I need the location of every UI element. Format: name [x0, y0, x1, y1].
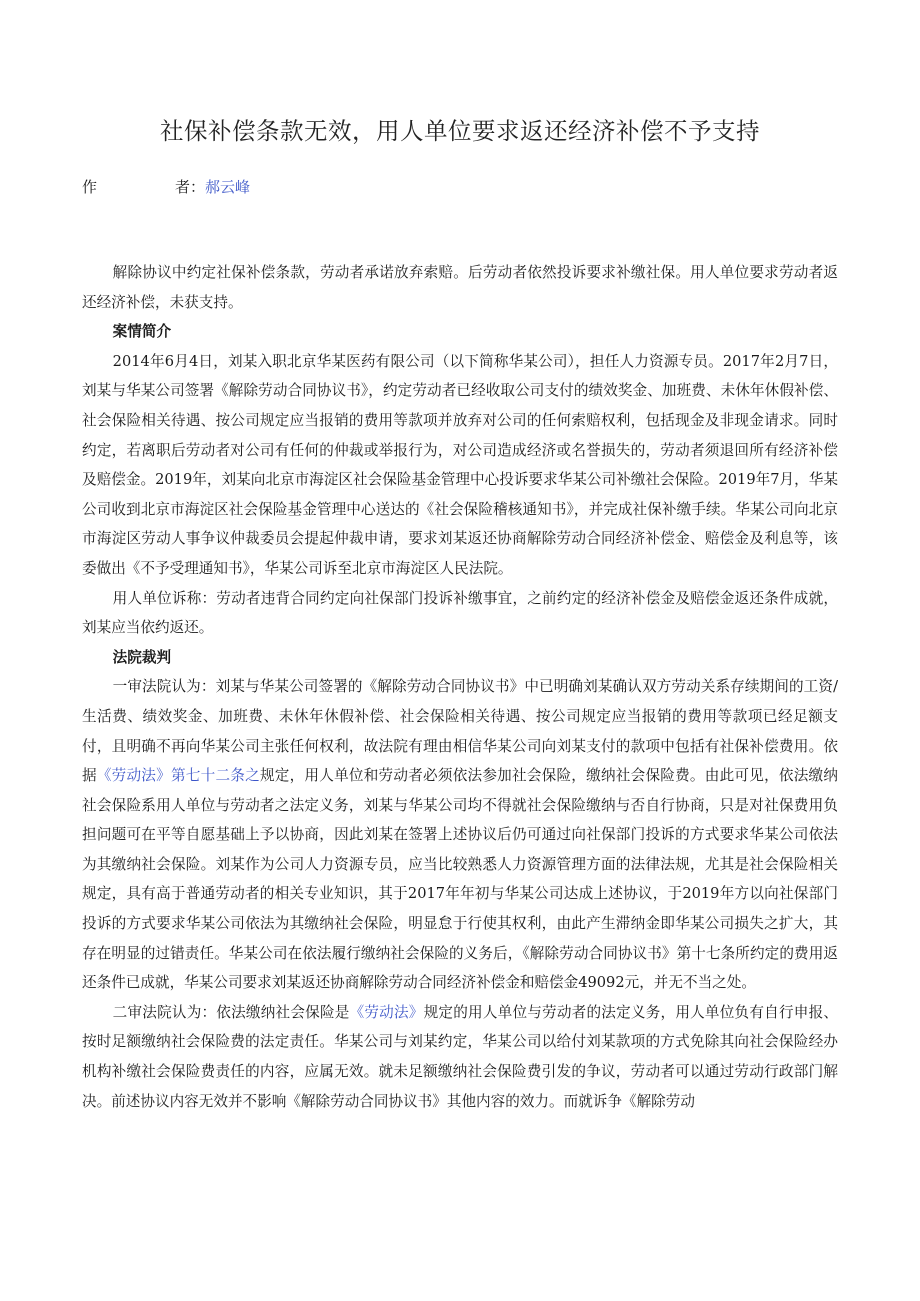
labor-law-article-72-link[interactable]: 《劳动法》第七十二条之 — [96, 767, 260, 785]
court-paragraph-1 — [82, 672, 838, 998]
summary-paragraph: 解除协议中约定社保补偿条款，劳动者承诺放弃索赔。后劳动者依然投诉要求补缴社保。用人单位要求劳动者返还经济补偿，未获支持。 — [82, 264, 838, 311]
court-heading: 法院裁判 — [112, 648, 172, 666]
case-paragraph-2: 用人单位诉称：劳动者违背合同约定向社保部门投诉补缴事宜，之前约定的经济补偿金及赔偿金返还条件成就，刘某应当依约返还。 — [82, 589, 838, 637]
court-p2-text-a: 二审法院认为：依法缴纳社会保险是 — [112, 1003, 350, 1021]
case-heading: 案情简介 — [112, 323, 172, 341]
court-p2-text-b: 规定的用人单位与劳动者的法定义务，用人单位负有自行申报、按时足额缴纳社会保险费的法定责任。华某公司与刘某约定，华某公司以给付刘某款项的方式免除其向社会保险经办机构补缴社会保险费责任的内容，应属无效。就未足额缴纳社会保险费引发的争议，劳动者可以通过劳动行政部门解决。前述协议内容无效并不影响《解除劳动合同协议书》其他内容的效力。而就诉争《解除劳动 — [82, 1003, 838, 1110]
court-p1-text-b: 规定，用人单位和劳动者必须依法参加社会保险，缴纳社会保险费。由此可见，依法缴纳社会保险系用人单位与劳动者之法定义务，刘某与华某公司均不得就社会保险缴纳与否自行协商，只是对社保费用负担问题可在平等自愿基础上予以协商，因此刘某在签署上述协议后仍可通过向社保部门投诉的方式要求华某公司依法为其缴纳社会保险。刘某作为公司人力资源专员，应当比较熟悉人力资源管理方面的法律法规，尤其是社会保险相关规定，具有高于普通劳动者的相关专业知识，其于2017年年初与华某公司达成上述协议，于2019年方以向社保部门投诉的方式要求华某公司依法为其缴纳社会保险，明显怠于行使其权利，由此产生滞纳金即华某公司损失之扩大，其存在明显的过错责任。华某公司在依法履行缴纳社会保险的义务后，《解除劳动合同协议书》第十七条所约定的费用返还条件已成就，华某公司要求刘某返还协商解除劳动合同经济补偿金和赔偿金49092元，并无不当之处。 — [82, 767, 838, 992]
court-paragraph-2 — [82, 998, 838, 1116]
court-p1-text-a: 一审法院认为：刘某与华某公司签署的《解除劳动合同协议书》中已明确刘某确认双方劳动关系存续期间的工资/生活费、绩效奖金、加班费、未休年休假补偿、社会保险相关待遇、按公司规定应当报销的费用等款项已经足额支付，且明确不再向华某公司主张任何权利，故法院有理由相信华某公司向刘某支付的款项中包括有社保补偿费用。依据 — [82, 678, 838, 785]
author-label-a: 作 — [82, 178, 98, 196]
case-paragraph-1: 2014年6月4日，刘某入职北京华某医药有限公司（以下简称华某公司），担任人力资源专员。2017年2月7日，刘某与华某公司签署《解除劳动合同协议书》，约定劳动者已经收取公司支付的绩效奖金、加班费、未休年休假补偿、社会保险相关待遇、按公司规定应当报销的费用等款项并放弃对公司的任何索赔权利，包括现金及非现金请求。同时约定，若离职后劳动者对公司有任何的仲裁或举报行为，对公司造成经济或名誉损失的，劳动者须退回所有经济补偿及赔偿金。2019年，刘某向北京市海淀区社会保险基金管理中心投诉要求华某公司补缴社会保险。2019年7月，华某公司收到北京市海淀区社会保险基金管理中心送达的《社会保险稽核通知书》，并完成社保补缴手续。华某公司向北京市海淀区劳动人事争议仲裁委员会提起仲裁申请，要求刘某返还协商解除劳动合同经济补偿金、赔偿金及利息等，该委做出《不予受理通知书》，华某公司诉至北京市海淀区人民法院。 — [82, 352, 838, 577]
author-line — [82, 176, 250, 197]
labor-law-link[interactable]: 《劳动法》 — [349, 1003, 424, 1021]
author-label-b: 者： — [175, 178, 206, 196]
author-name-link[interactable]: 郝云峰 — [205, 178, 251, 196]
page-title: 社保补偿条款无效，用人单位要求返还经济补偿不予支持 — [160, 117, 760, 145]
article-body — [82, 258, 838, 1116]
